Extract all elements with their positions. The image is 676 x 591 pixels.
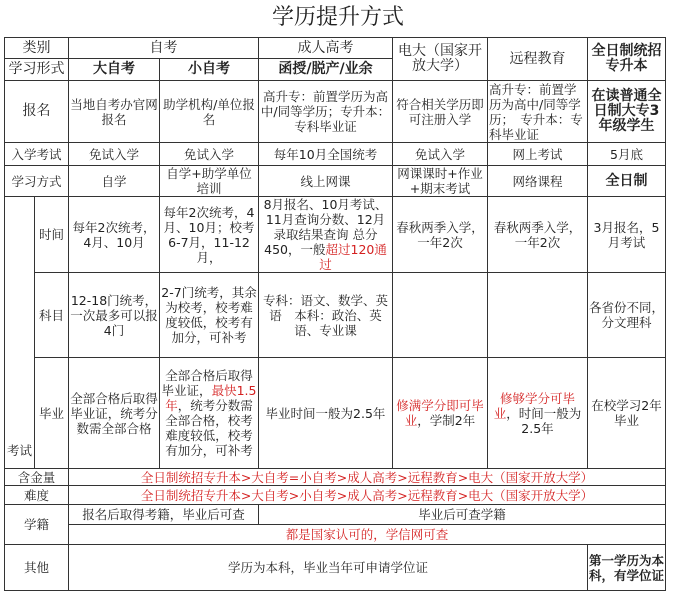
text: 8月报名、10月考试、11月查询分数、12月录取结果查询 总分450，一般: [263, 197, 388, 257]
header-zikao: 自考: [69, 38, 259, 59]
row-hanjin: [5, 469, 666, 486]
cell: 当地自考办官网报名: [69, 81, 160, 143]
row-label: 入学考试: [5, 143, 69, 166]
cell: 毕业后可查学籍: [259, 505, 666, 525]
ranking-text: 全日制统招专升本>大自考=小自考>成人高考>远程教育>电大（国家开放大学）: [69, 469, 666, 486]
text: ，时间一般为2.5年: [506, 405, 582, 436]
cell: [259, 197, 393, 273]
cell: 全部合格后取得毕业证，统考分数需全部合格: [69, 358, 160, 469]
row-nandu: [5, 486, 666, 505]
highlight-text: 修满学分即可毕业: [396, 398, 484, 428]
row-biye: [5, 358, 666, 469]
cell: 免试入学: [160, 143, 259, 166]
cell: 高升专：前置学历为高中/同等学历；专升本：专科毕业证: [259, 81, 393, 143]
cell: [160, 358, 259, 469]
row-baoming: [5, 81, 666, 143]
row-label: 学习方式: [5, 166, 69, 197]
kaoshi-label: 考试: [5, 197, 35, 469]
text: ，统考分数需全部合格，校考难度较低，校考有加分，可补考: [165, 398, 253, 458]
cell: [488, 273, 588, 358]
cell: 每年10月全国统考: [259, 143, 393, 166]
cell: 2-7门统考，其余为校考，校考难度较低，校考有加分，可补考: [160, 273, 259, 358]
cell: 春秋两季入学，一年2次: [488, 197, 588, 273]
text: 全部合格后取得毕业证，: [161, 368, 253, 398]
row-label: 毕业: [35, 358, 69, 469]
cell: [488, 358, 588, 469]
header-quanrizhi: 全日制统招专升本: [588, 38, 666, 81]
cell: 高升专：前置学历为高中/同等学历； 专升本：专科毕业证: [488, 81, 588, 143]
cell: 免试入学: [393, 143, 488, 166]
cell: 在校学习2年毕业: [588, 358, 666, 469]
cell: 网络课程: [488, 166, 588, 197]
cell: 都是国家认可的，学信网可查: [69, 525, 666, 545]
row-xueji-all: [5, 525, 666, 545]
cell: 全日制: [588, 166, 666, 197]
cell: 专科：语文、数学、英语 本科：政治、英语、专业课: [259, 273, 393, 358]
row-kemu: [5, 273, 666, 358]
cell: 第一学历为本科，有学位证: [588, 545, 666, 591]
category-label: 类别: [5, 38, 69, 59]
cell: 春秋两季入学，一年2次: [393, 197, 488, 273]
row-qita: [5, 545, 666, 591]
row-label: 时间: [35, 197, 69, 273]
cell: 自学: [69, 166, 160, 197]
header-xiaozikao: 小自考: [160, 59, 259, 81]
cell: 符合相关学历即可注册入学: [393, 81, 488, 143]
cell: 网课课时+作业+期末考试: [393, 166, 488, 197]
education-comparison-table: [4, 37, 666, 591]
row-label: 学籍: [5, 505, 69, 545]
cell: [393, 358, 488, 469]
header-chengkao-form: 函授/脱产/业余: [259, 59, 393, 81]
cell: 每年2次统考，4月、10月；校考6-7月，11-12月，: [160, 197, 259, 273]
header-dianda: 电大（国家开放大学）: [393, 38, 488, 81]
header-chengkao: 成人高考: [259, 38, 393, 59]
highlight-text: 修够学分可毕业: [493, 390, 575, 421]
row-label: 其他: [5, 545, 69, 591]
row-fangshi: [5, 166, 666, 197]
row-xueji: [5, 505, 666, 525]
cell: 免试入学: [69, 143, 160, 166]
row-label: 难度: [5, 486, 69, 505]
highlight-text: 超过120通过: [319, 242, 387, 272]
row-ruxue: [5, 143, 666, 166]
cell: 助学机构/单位报名: [160, 81, 259, 143]
row-label: 科目: [35, 273, 69, 358]
cell: 毕业时间一般为2.5年: [259, 358, 393, 469]
cell: 报名后取得考籍，毕业后可查: [69, 505, 259, 525]
header-yuancheng: 远程教育: [488, 38, 588, 81]
cell: 12-18门统考，一次最多可以报4门: [69, 273, 160, 358]
ranking-text: 全日制统招专升本>大自考>小自考>成人高考>远程教育>电大（国家开放大学）: [69, 486, 666, 505]
cell: 在读普通全日制大专3年级学生: [588, 81, 666, 143]
cell: [393, 273, 488, 358]
header-dazikao: 大自考: [69, 59, 160, 81]
text: ，学制2年: [417, 413, 476, 428]
cell: 各省份不同，分文理科: [588, 273, 666, 358]
page-title: 学历提升方式: [271, 5, 404, 30]
cell: 线上网课: [259, 166, 393, 197]
row-label: 报名: [5, 81, 69, 143]
cell: 学历为本科，毕业当年可申请学位证: [69, 545, 588, 591]
cell: 5月底: [588, 143, 666, 166]
cell: 网上考试: [488, 143, 588, 166]
form-label: 学习形式: [5, 59, 69, 81]
cell: 3月报名，5月考试: [588, 197, 666, 273]
cell: 每年2次统考，4月、10月: [69, 197, 160, 273]
cell: 自学+助学单位培训: [160, 166, 259, 197]
highlight-text: 最快1.5年: [165, 383, 257, 413]
row-label: 含金量: [5, 469, 69, 486]
row-shijian: [5, 197, 666, 273]
